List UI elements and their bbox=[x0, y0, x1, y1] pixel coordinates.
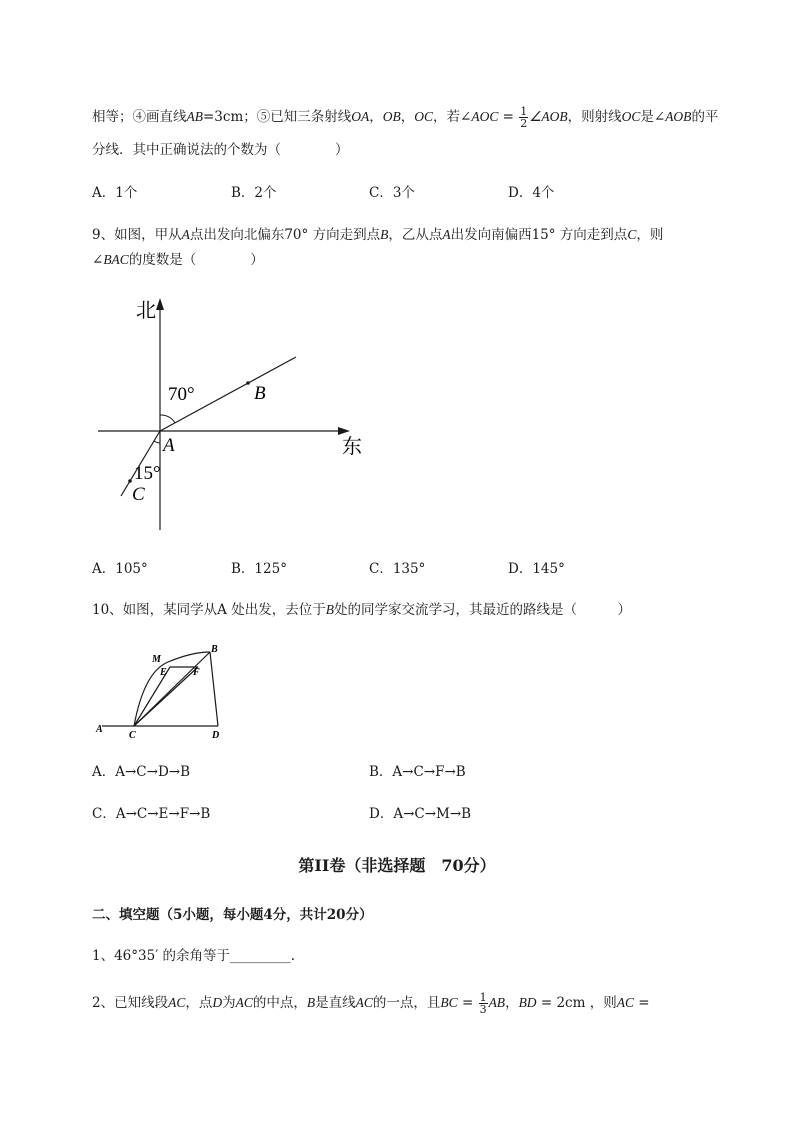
q8-line2: 分线．其中正确说法的个数为（ ） bbox=[92, 142, 349, 158]
label-c: C bbox=[129, 730, 136, 741]
segment-db bbox=[210, 652, 218, 726]
q10-route-figure bbox=[92, 640, 242, 745]
angle-arc-70 bbox=[160, 415, 175, 423]
label-e: E bbox=[160, 667, 167, 678]
east-label: 东 bbox=[342, 436, 362, 458]
q9-option-d[interactable]: D．145° bbox=[508, 561, 565, 577]
q8-option-c[interactable]: C．3个 bbox=[369, 185, 415, 201]
section-heading: 二、填空题（5小题，每小题4分，共计20分） bbox=[92, 907, 373, 923]
fraction-one-half: $\frac{1}{2}$ bbox=[520, 105, 528, 130]
east-arrowhead bbox=[338, 427, 350, 435]
q10-option-c[interactable]: C．A→C→E→F→B bbox=[92, 806, 211, 822]
q8-option-a[interactable]: A．1个 bbox=[92, 185, 138, 201]
label-f: F bbox=[193, 667, 200, 678]
q9-line2: ∠BAC的度数是（ ） bbox=[92, 252, 264, 268]
label-a: A bbox=[163, 435, 175, 456]
q9-direction-figure bbox=[90, 290, 380, 540]
label-d: D bbox=[212, 730, 220, 741]
q10-option-a[interactable]: A．A→C→D→B bbox=[92, 764, 191, 780]
q9-option-a[interactable]: A．105° bbox=[92, 561, 148, 577]
angle-15-label: 15° bbox=[134, 463, 161, 484]
q10-line1: 10、如图，某同学从A 处出发，去位于B处的同学家交流学习，其最近的路线是（ ） bbox=[92, 602, 631, 618]
q8-option-d[interactable]: D．4个 bbox=[508, 185, 555, 201]
q9-option-b[interactable]: B．125° bbox=[231, 561, 287, 577]
north-arrowhead bbox=[156, 298, 164, 310]
part2-title: 第II卷（非选择题 70分） bbox=[298, 856, 496, 875]
label-m: M bbox=[152, 654, 161, 665]
point-c bbox=[128, 479, 132, 483]
q8-line1: 相等；④画直线AB=3cm；⑤已知三条射线OA，OB，OC，若∠AOC = $\frac{1}{2}$ ∠AOB，则射线OC是∠AOB的平 bbox=[92, 105, 719, 130]
fill-question-2: 2、已知线段AC，点D为AC的中点，B是直线AC的一点，且BC = $\frac{1}{3}$ AB，BD = 2cm ，则AC = bbox=[92, 991, 650, 1016]
label-b: B bbox=[211, 644, 218, 655]
point-b bbox=[246, 381, 250, 385]
label-c: C bbox=[132, 484, 145, 505]
q9-option-c[interactable]: C．135° bbox=[369, 561, 426, 577]
angle-arc-15 bbox=[154, 441, 160, 443]
fill-question-1: 1、46°35′ 的余角等于_________. bbox=[92, 948, 296, 964]
q10-option-d[interactable]: D．A→C→M→B bbox=[369, 806, 472, 822]
q10-option-b[interactable]: B．A→C→F→B bbox=[369, 764, 466, 780]
q9-line1: 9、如图，甲从A点出发向北偏东70° 方向走到点B，乙从点A出发向南偏西15° 方向走到点C，则 bbox=[92, 227, 664, 243]
label-a: A bbox=[96, 724, 103, 735]
q8-option-b[interactable]: B．2个 bbox=[231, 185, 277, 201]
label-b: B bbox=[254, 383, 266, 404]
fraction-one-third: $\frac{1}{3}$ bbox=[479, 991, 487, 1016]
north-label: 北 bbox=[136, 300, 156, 322]
angle-70-label: 70° bbox=[168, 384, 195, 405]
